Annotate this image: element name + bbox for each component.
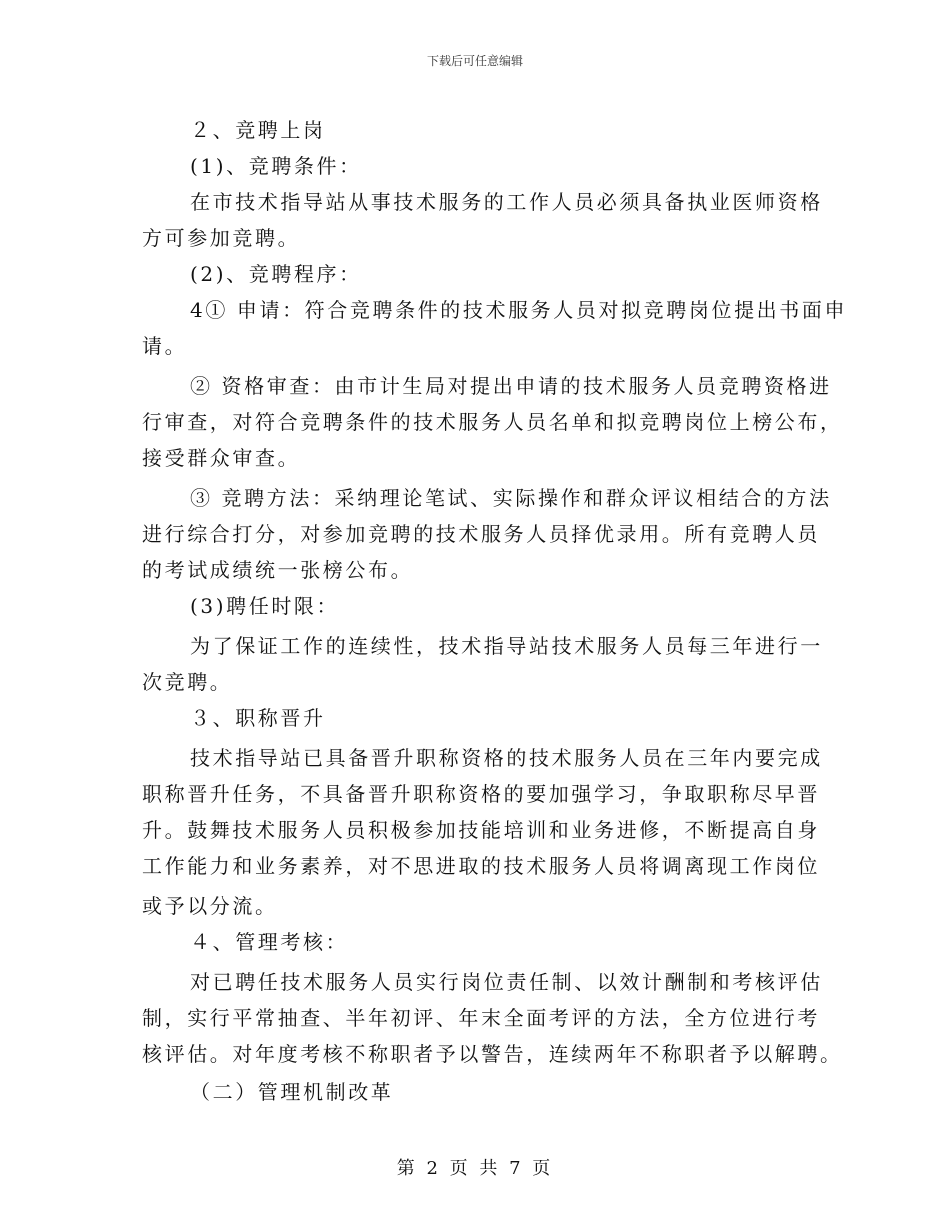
section-heading-4: ４、管理考核： bbox=[190, 930, 349, 954]
paragraph-line: ③ 竞聘方法：采纳理论笔试、实际操作和群众评议相结合的方法 bbox=[190, 486, 832, 510]
paragraph-line: 职称晋升任务，不具备晋升职称资格的要加强学习，争取职称尽早晋 bbox=[142, 782, 820, 806]
paragraph-line: 行审查，对符合竞聘条件的技术服务人员名单和拟竞聘岗位上榜公布， bbox=[142, 410, 843, 434]
section-heading-management: （二）管理机制改革 bbox=[190, 1080, 394, 1104]
subheading-procedure: (2)、竞聘程序： bbox=[190, 262, 362, 286]
paragraph-line: 核评估。对年度考核不称职者予以警告，连续两年不称职者予以解聘。 bbox=[142, 1042, 843, 1066]
paragraph-line: 工作能力和业务素养，对不思进取的技术服务人员将调离现工作岗位 bbox=[142, 854, 820, 878]
paragraph-line: 制，实行平常抽查、半年初评、年末全面考评的方法，全方位进行考 bbox=[142, 1006, 820, 1030]
paragraph-line: 接受群众审查。 bbox=[142, 446, 301, 470]
paragraph-line: ② 资格审查：由市计生局对提出申请的技术服务人员竞聘资格进 bbox=[190, 374, 832, 398]
section-heading-3: ３、职称晋升 bbox=[190, 706, 326, 730]
paragraph-line: 进行综合打分，对参加竞聘的技术服务人员择优录用。所有竞聘人员 bbox=[142, 522, 820, 546]
paragraph-line: 的考试成绩统一张榜公布。 bbox=[142, 558, 414, 582]
paragraph-line: 次竞聘。 bbox=[142, 670, 233, 694]
page-number: 第 2 页 共 7 页 bbox=[396, 1158, 554, 1179]
paragraph-line: 在市技术指导站从事技术服务的工作人员必须具备执业医师资格 bbox=[190, 190, 823, 214]
paragraph-line: 对已聘任技术服务人员实行岗位责任制、以效计酬制和考核评估 bbox=[190, 970, 823, 994]
paragraph-line: 4① 申请：符合竞聘条件的技术服务人员对拟竞聘岗位提出书面申 bbox=[190, 298, 848, 322]
paragraph-line: 或予以分流。 bbox=[142, 894, 278, 918]
paragraph-line: 请。 bbox=[142, 334, 188, 358]
paragraph-line: 升。鼓舞技术服务人员积极参加技能培训和业务进修，不断提高自身 bbox=[142, 818, 820, 842]
subheading-conditions: (1)、竞聘条件： bbox=[190, 154, 362, 178]
section-heading-2: ２、竞聘上岗 bbox=[190, 118, 326, 142]
subheading-term: (3)聘任时限： bbox=[190, 594, 340, 618]
paragraph-line: 为了保证工作的连续性，技术指导站技术服务人员每三年进行一 bbox=[190, 634, 823, 658]
page-header: 下载后可任意编辑 bbox=[426, 54, 523, 68]
paragraph-line: 方可参加竞聘。 bbox=[142, 226, 301, 250]
paragraph-line: 技术指导站已具备晋升职称资格的技术服务人员在三年内要完成 bbox=[190, 746, 823, 770]
